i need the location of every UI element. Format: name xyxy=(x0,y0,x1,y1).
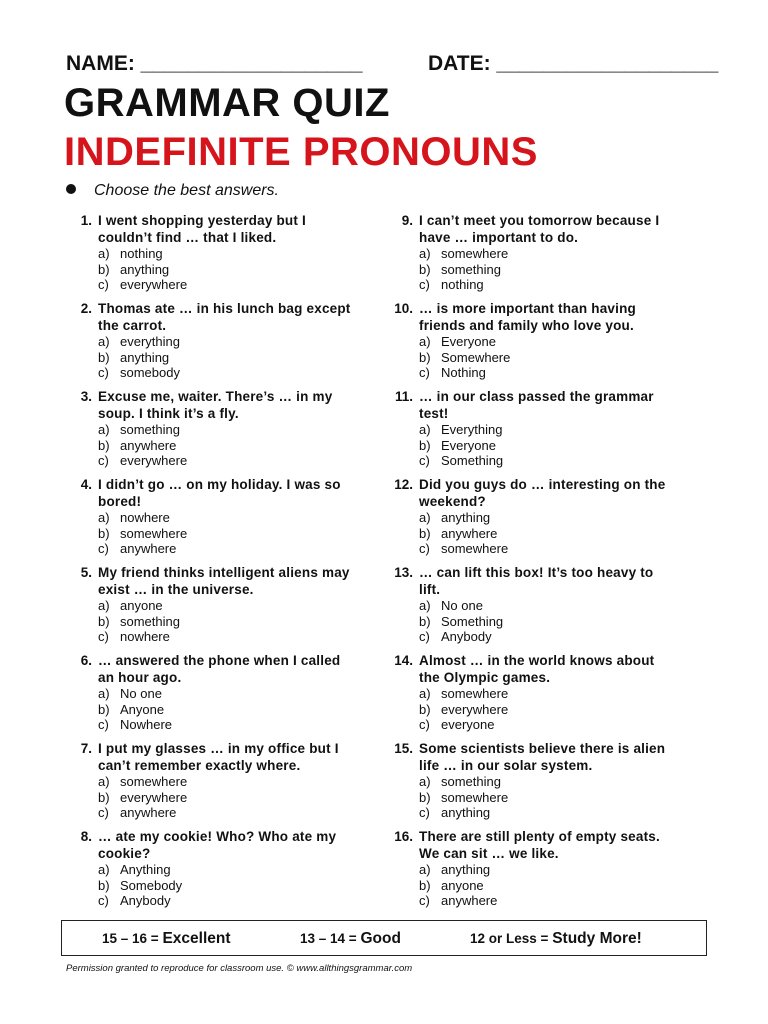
option-text: something xyxy=(441,261,501,277)
answer-option[interactable] xyxy=(98,350,356,366)
option-letter: a) xyxy=(419,862,431,877)
option-text: anything xyxy=(441,862,491,877)
answer-options xyxy=(419,598,677,645)
question-text: Almost … in the world knows about the Olympic games. xyxy=(419,653,655,685)
question-item xyxy=(66,301,356,389)
option-letter: c) xyxy=(98,717,109,732)
answer-option[interactable] xyxy=(419,790,677,806)
option-text: Everyone xyxy=(441,334,496,349)
answer-option[interactable] xyxy=(98,422,356,438)
question-number: 15. xyxy=(394,741,413,756)
answer-option[interactable] xyxy=(98,598,356,614)
answer-option[interactable] xyxy=(419,598,677,614)
option-letter: a) xyxy=(98,334,110,349)
option-text: somewhere xyxy=(120,774,188,789)
question-item xyxy=(387,301,677,389)
header-fields xyxy=(66,52,719,76)
option-letter: c) xyxy=(98,805,109,820)
question-item xyxy=(66,389,356,477)
answer-options xyxy=(98,334,356,381)
option-letter: b) xyxy=(98,349,110,365)
option-letter: c) xyxy=(419,541,430,556)
page-title: GRAMMAR QUIZ xyxy=(64,81,390,125)
option-letter: b) xyxy=(419,525,431,541)
option-text: everyone xyxy=(441,717,495,732)
answer-option[interactable] xyxy=(419,629,677,645)
answer-options xyxy=(419,334,677,381)
question-item xyxy=(387,477,677,565)
option-letter: b) xyxy=(98,437,110,453)
question-item xyxy=(66,213,356,301)
score-range: 12 or Less = xyxy=(470,931,549,946)
score-item-excellent xyxy=(102,930,231,948)
answer-option[interactable] xyxy=(98,334,356,350)
option-text: everywhere xyxy=(120,453,188,468)
option-letter: c) xyxy=(98,629,109,644)
option-letter: b) xyxy=(419,437,431,453)
question-item xyxy=(66,565,356,653)
option-letter: c) xyxy=(98,277,109,292)
question-number: 8. xyxy=(80,829,92,844)
question-item xyxy=(387,741,677,829)
option-text: anything xyxy=(441,805,491,820)
answer-options xyxy=(419,422,677,469)
question-item xyxy=(66,653,356,741)
score-key xyxy=(61,920,707,956)
option-letter: b) xyxy=(98,789,110,805)
question-number: 7. xyxy=(80,741,92,756)
option-letter: c) xyxy=(98,893,109,908)
answer-option[interactable] xyxy=(98,510,356,526)
answer-option[interactable] xyxy=(419,717,677,733)
option-text: Everything xyxy=(441,422,503,437)
option-text: anyone xyxy=(441,877,484,893)
answer-option[interactable] xyxy=(98,526,356,542)
answer-option[interactable] xyxy=(419,350,677,366)
option-text: Anything xyxy=(120,862,171,877)
question-text: I went shopping yesterday but I couldn’t find … that I liked. xyxy=(98,213,306,245)
option-letter: a) xyxy=(98,686,110,701)
answer-option[interactable] xyxy=(419,862,677,878)
answer-option[interactable] xyxy=(98,365,356,381)
question-item xyxy=(66,741,356,829)
option-letter: c) xyxy=(98,453,109,468)
answer-option[interactable] xyxy=(419,422,677,438)
question-number: 14. xyxy=(394,653,413,668)
option-letter: b) xyxy=(98,701,110,717)
answer-options xyxy=(98,510,356,557)
option-letter: a) xyxy=(98,774,110,789)
option-text: anything xyxy=(441,510,491,525)
question-item xyxy=(387,389,677,477)
option-text: anywhere xyxy=(120,805,177,820)
option-letter: c) xyxy=(419,805,430,820)
question-number: 2. xyxy=(80,301,92,316)
answer-options xyxy=(98,422,356,469)
option-letter: c) xyxy=(419,893,430,908)
option-text: Anybody xyxy=(120,893,171,908)
option-letter: c) xyxy=(419,629,430,644)
option-text: nothing xyxy=(120,246,163,261)
answer-option[interactable] xyxy=(419,805,677,821)
option-text: anyone xyxy=(120,598,163,613)
option-text: somewhere xyxy=(441,686,509,701)
question-number: 16. xyxy=(394,829,413,844)
question-item xyxy=(66,477,356,565)
answer-option[interactable] xyxy=(419,774,677,790)
answer-option[interactable] xyxy=(419,510,677,526)
answer-option[interactable] xyxy=(98,862,356,878)
question-text: … ate my cookie! Who? Who ate my cookie? xyxy=(98,829,337,861)
option-text: No one xyxy=(441,598,483,613)
answer-option[interactable] xyxy=(98,717,356,733)
answer-option[interactable] xyxy=(419,277,677,293)
option-text: anywhere xyxy=(120,541,177,556)
answer-option[interactable] xyxy=(419,334,677,350)
score-item-study-more xyxy=(470,930,642,948)
question-number: 5. xyxy=(80,565,92,580)
option-letter: c) xyxy=(419,365,430,380)
instruction-text: Choose the best answers. xyxy=(94,182,279,199)
questions-column-left xyxy=(66,213,356,917)
question-item xyxy=(387,213,677,301)
option-text: anything xyxy=(120,261,170,277)
answer-option[interactable] xyxy=(98,774,356,790)
option-text: Something xyxy=(441,613,504,629)
answer-option[interactable] xyxy=(419,893,677,909)
answer-option[interactable] xyxy=(98,438,356,454)
question-number: 9. xyxy=(401,213,413,228)
option-letter: b) xyxy=(419,789,431,805)
option-letter: c) xyxy=(419,453,430,468)
option-text: somewhere xyxy=(441,789,509,805)
question-item xyxy=(387,565,677,653)
question-number: 3. xyxy=(80,389,92,404)
option-letter: b) xyxy=(419,349,431,365)
option-text: something xyxy=(441,774,501,789)
score-range: 13 – 14 = xyxy=(300,931,357,946)
option-text: anywhere xyxy=(441,893,498,908)
answer-options xyxy=(98,598,356,645)
question-number: 6. xyxy=(80,653,92,668)
option-letter: b) xyxy=(419,701,431,717)
question-number: 13. xyxy=(394,565,413,580)
option-text: something xyxy=(120,613,180,629)
option-text: everywhere xyxy=(120,277,188,292)
answer-option[interactable] xyxy=(419,541,677,557)
question-item xyxy=(387,653,677,741)
option-letter: b) xyxy=(419,613,431,629)
question-item xyxy=(387,829,677,917)
option-text: anywhere xyxy=(120,437,177,453)
option-letter: b) xyxy=(419,877,431,893)
option-letter: a) xyxy=(419,422,431,437)
answer-option[interactable] xyxy=(419,702,677,718)
question-number: 4. xyxy=(80,477,92,492)
question-text: I can’t meet you tomorrow because I have … important to do. xyxy=(419,213,660,245)
page-subtitle: INDEFINITE PRONOUNS xyxy=(64,130,538,174)
option-letter: a) xyxy=(419,774,431,789)
answer-options xyxy=(419,510,677,557)
score-item-good xyxy=(300,930,401,948)
question-text: … answered the phone when I called an hour ago. xyxy=(98,653,341,685)
question-number: 11. xyxy=(394,389,413,404)
answer-option[interactable] xyxy=(98,805,356,821)
option-letter: a) xyxy=(419,598,431,613)
question-text: … in our class passed the grammar test! xyxy=(419,389,654,421)
option-text: something xyxy=(120,422,180,437)
option-letter: a) xyxy=(419,686,431,701)
option-letter: c) xyxy=(419,277,430,292)
option-text: anything xyxy=(120,349,170,365)
question-text: Excuse me, waiter. There’s … in my soup. I think it’s a fly. xyxy=(98,389,333,421)
option-text: nowhere xyxy=(120,629,170,644)
question-text: Thomas ate … in his lunch bag except the carrot. xyxy=(98,301,351,333)
option-text: Nothing xyxy=(441,365,486,380)
score-result: Study More! xyxy=(552,930,642,947)
question-text: There are still plenty of empty seats. We can sit … we like. xyxy=(419,829,660,861)
option-text: somewhere xyxy=(441,246,509,261)
question-item xyxy=(66,829,356,917)
answer-option[interactable] xyxy=(98,453,356,469)
score-result: Excellent xyxy=(162,930,231,947)
question-number: 10. xyxy=(394,301,413,316)
option-text: nothing xyxy=(441,277,484,292)
option-text: everything xyxy=(120,334,180,349)
option-letter: b) xyxy=(98,525,110,541)
option-letter: a) xyxy=(98,246,110,261)
option-text: somewhere xyxy=(441,541,509,556)
answer-option[interactable] xyxy=(98,686,356,702)
answer-option[interactable] xyxy=(98,790,356,806)
option-text: Anybody xyxy=(441,629,492,644)
date-field[interactable]: DATE: ___________________ xyxy=(428,52,719,75)
option-letter: c) xyxy=(98,541,109,556)
footer-permission: Permission granted to reproduce for classroom use. © www.allthingsgrammar.com xyxy=(66,963,413,974)
option-text: Anyone xyxy=(120,701,165,717)
answer-option[interactable] xyxy=(419,878,677,894)
answer-option[interactable] xyxy=(98,614,356,630)
answer-option[interactable] xyxy=(419,365,677,381)
answer-option[interactable] xyxy=(98,262,356,278)
answer-option[interactable] xyxy=(98,629,356,645)
answer-options xyxy=(419,862,677,909)
answer-options xyxy=(98,862,356,909)
question-text: I put my glasses … in my office but I can’t remember exactly where. xyxy=(98,741,339,773)
option-letter: a) xyxy=(419,246,431,261)
name-field[interactable]: NAME: ___________________ xyxy=(66,52,363,75)
option-letter: c) xyxy=(419,717,430,732)
answer-option[interactable] xyxy=(419,526,677,542)
option-text: somewhere xyxy=(120,525,188,541)
option-text: Somebody xyxy=(120,877,183,893)
question-text: My friend thinks intelligent aliens may exist … in the universe. xyxy=(98,565,350,597)
question-number: 1. xyxy=(80,213,92,228)
answer-options xyxy=(419,246,677,293)
question-text: … is more important than having friends and family who love you. xyxy=(419,301,636,333)
answer-option[interactable] xyxy=(98,277,356,293)
answer-option[interactable] xyxy=(98,246,356,262)
option-text: everywhere xyxy=(441,701,509,717)
option-letter: b) xyxy=(98,613,110,629)
question-number: 12. xyxy=(394,477,413,492)
answer-options xyxy=(98,686,356,733)
option-letter: a) xyxy=(98,510,110,525)
question-text: Did you guys do … interesting on the weekend? xyxy=(419,477,666,509)
answer-option[interactable] xyxy=(98,541,356,557)
answer-option[interactable] xyxy=(419,438,677,454)
answer-option[interactable] xyxy=(98,702,356,718)
option-letter: a) xyxy=(98,862,110,877)
answer-option[interactable] xyxy=(419,686,677,702)
instruction xyxy=(66,182,279,200)
option-letter: c) xyxy=(98,365,109,380)
question-text: … can lift this box! It’s too heavy to lift. xyxy=(419,565,654,597)
option-text: No one xyxy=(120,686,162,701)
answer-option[interactable] xyxy=(98,893,356,909)
option-letter: b) xyxy=(98,261,110,277)
question-text: Some scientists believe there is alien life … in our solar system. xyxy=(419,741,666,773)
answer-options xyxy=(419,686,677,733)
answer-options xyxy=(98,774,356,821)
answer-options xyxy=(419,774,677,821)
option-text: anywhere xyxy=(441,525,498,541)
option-text: nowhere xyxy=(120,510,170,525)
option-letter: b) xyxy=(98,877,110,893)
question-text: I didn’t go … on my holiday. I was so bored! xyxy=(98,477,341,509)
option-letter: a) xyxy=(98,422,110,437)
option-letter: a) xyxy=(98,598,110,613)
questions-column-right xyxy=(387,213,677,917)
option-text: somebody xyxy=(120,365,180,380)
score-result: Good xyxy=(360,930,401,947)
answer-option[interactable] xyxy=(419,246,677,262)
option-text: Nowhere xyxy=(120,717,173,732)
option-letter: a) xyxy=(419,510,431,525)
option-text: Everyone xyxy=(441,437,496,453)
option-letter: a) xyxy=(419,334,431,349)
score-range: 15 – 16 = xyxy=(102,931,159,946)
answer-option[interactable] xyxy=(419,614,677,630)
option-text: Somewhere xyxy=(441,349,511,365)
option-text: everywhere xyxy=(120,789,188,805)
answer-options xyxy=(98,246,356,293)
answer-option[interactable] xyxy=(419,453,677,469)
answer-option[interactable] xyxy=(98,878,356,894)
option-text: Something xyxy=(441,453,504,468)
answer-option[interactable] xyxy=(419,262,677,278)
bullet-icon xyxy=(66,184,76,194)
option-letter: b) xyxy=(419,261,431,277)
